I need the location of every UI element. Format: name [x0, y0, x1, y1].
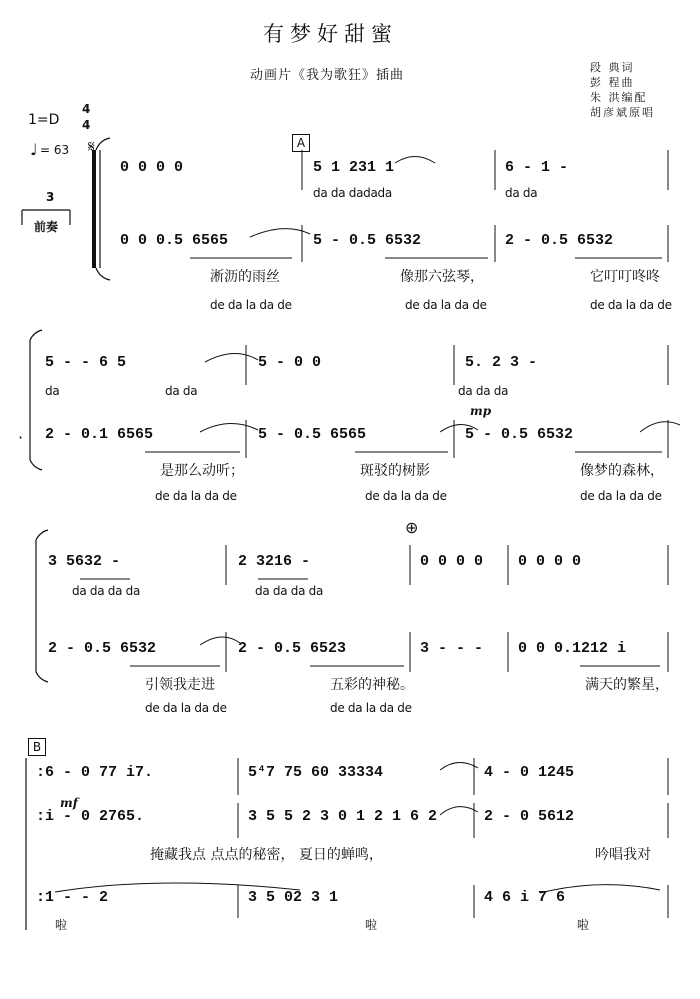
- syllable-line: da: [45, 384, 60, 398]
- tempo-note-icon: ♩: [30, 140, 38, 159]
- notation-measure-group: 2 - 0.5 6523: [238, 640, 347, 657]
- notation-measure-group: 5 - 0 0: [258, 354, 322, 371]
- lyric-line: 满天的繁星，: [585, 677, 669, 693]
- notation-measure-group: 3 5 5 2 3 0 1 2 1 6 2: [248, 808, 438, 825]
- lyric-line: 像那六弦琴，: [400, 269, 484, 285]
- notation-measure-group: :6 - 0 77 i7.: [36, 764, 154, 781]
- notation-measure-group: 2 - 0.5 6532: [505, 232, 614, 249]
- rehearsal-mark-a: A: [292, 134, 310, 152]
- time-sig-top: 4: [82, 102, 91, 116]
- syllable-line: de da la da de: [580, 489, 662, 503]
- notation-measure-group: 2 3216 -: [238, 553, 311, 570]
- syllable-line: da da da da: [255, 584, 324, 598]
- lyric-line: 是那么动听；: [160, 463, 244, 479]
- lyric-line: 吟唱我对: [595, 847, 651, 863]
- syllable-line: de da la da de: [210, 298, 292, 312]
- notation-measure-group: 0 0 0 0: [518, 553, 582, 570]
- notation-measure-group: 3 - - -: [420, 640, 484, 657]
- syllable-line: da da da: [458, 384, 509, 398]
- syllable-line: de da la da de: [590, 298, 672, 312]
- syllable-line: 啦: [55, 918, 67, 932]
- time-sig-bottom: 4: [82, 118, 91, 132]
- song-title: 有梦好甜蜜: [263, 22, 398, 46]
- syllable-line: de da la da de: [145, 701, 227, 715]
- syllable-line: da da dadada: [313, 186, 392, 200]
- syllable-line: de da la da de: [405, 298, 487, 312]
- lyric-line: 斑驳的树影: [360, 463, 430, 479]
- dynamic-mf: mf: [60, 796, 78, 810]
- notation-measure-group: 3 5632 -: [48, 553, 121, 570]
- lyric-line: 五彩的神秘。: [330, 677, 414, 693]
- key-signature: 1=D: [28, 112, 60, 128]
- notation-measure-group: :1 - - 2: [36, 889, 109, 906]
- notation-measure-group: 4 - 0 1245: [484, 764, 575, 781]
- coda-icon: ⊕: [405, 518, 419, 537]
- syllable-line: 啦: [365, 918, 377, 932]
- lyric-line: 淅沥的雨丝: [210, 269, 280, 285]
- notation-measure-group: 0 0 0.5 6565: [120, 232, 229, 249]
- syllable-line: de da la da de: [155, 489, 237, 503]
- syllable-line: da da da da: [72, 584, 141, 598]
- rehearsal-mark-b: B: [28, 738, 46, 756]
- notation-measure-group: 5 - 0.5 6532: [465, 426, 574, 443]
- notation-measure-group: 6 - 1 -: [505, 159, 569, 176]
- notation-measure-group: 0 0 0 0: [420, 553, 484, 570]
- syllable-line: da da: [165, 384, 198, 398]
- notation-measure-group: 2 - 0 5612: [484, 808, 575, 825]
- dynamic-mp: mp: [470, 404, 492, 418]
- notation-measure-group: 0 0 0.1212 i: [518, 640, 627, 657]
- intro-label: 前奏: [34, 220, 59, 234]
- credit-singer: 胡彦斌原唱: [590, 106, 655, 119]
- credit-lyricist: 段 典词: [590, 61, 635, 74]
- segno-icon: 𝄋: [88, 137, 95, 156]
- tempo-marking: = 63: [40, 143, 70, 157]
- intro-bar-count: 3: [46, 190, 55, 204]
- credit-arranger: 朱 洪编配: [590, 91, 648, 104]
- lyric-line: 它叮叮咚咚: [590, 269, 660, 285]
- lyric-line: 引领我走进: [145, 677, 215, 693]
- notation-measure-group: 0 0 0 0: [120, 159, 184, 176]
- notation-measure-group: 2 - 0.5 6532: [48, 640, 157, 657]
- lyric-line: 掩藏我点 点点的秘密， 夏日的蝉鸣，: [150, 847, 383, 863]
- notation-measure-group: 5⁴7 75 60 33334: [248, 764, 384, 781]
- syllable-line: da da: [505, 186, 538, 200]
- notation-measure-group: 5 - 0.5 6532: [313, 232, 422, 249]
- notation-measure-group: 5 - 0.5 6565: [258, 426, 367, 443]
- notation-measure-group: 2 - 0.1 6565: [45, 426, 154, 443]
- notation-measure-group: 3 5 02 3 1: [248, 889, 339, 906]
- syllable-line: de da la da de: [365, 489, 447, 503]
- song-subtitle: 动画片《我为歌狂》插曲: [250, 68, 405, 83]
- notation-measure-group: 5 - - 6 5: [45, 354, 127, 371]
- credit-composer: 彭 程曲: [590, 76, 635, 89]
- notation-measure-group: 5 1 231 1: [313, 159, 395, 176]
- notation-measure-group: :i - 0 2765.: [36, 808, 145, 825]
- notation-measure-group: 5. 2 3 -: [465, 354, 538, 371]
- syllable-line: 啦: [577, 918, 589, 932]
- notation-measure-group: 4 6 i 7 6: [484, 889, 566, 906]
- syllable-line: de da la da de: [330, 701, 412, 715]
- lyric-line: 像梦的森林，: [580, 463, 664, 479]
- corner-mark: ·: [18, 428, 24, 447]
